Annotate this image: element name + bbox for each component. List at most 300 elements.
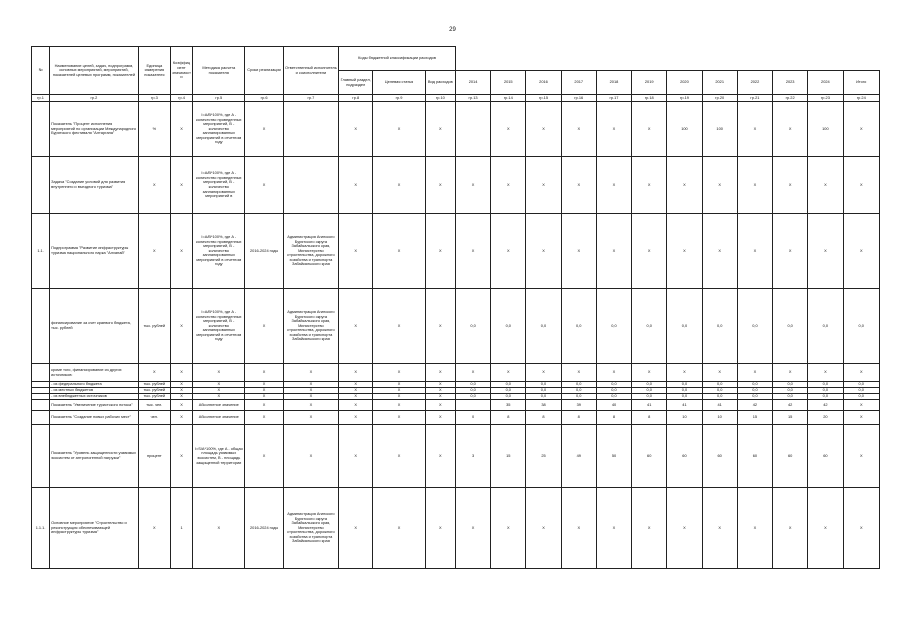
cell-c9: X bbox=[373, 400, 425, 411]
cell-resp: Администрация Агинского Бурятского округа Забайкальского края, Министерство строительства, дорожного хозяйства и транспорта Забайкальского края bbox=[283, 214, 338, 289]
cell-value: 0,0 bbox=[843, 382, 880, 388]
cell-value: X bbox=[596, 157, 631, 214]
cell-value: X bbox=[526, 364, 561, 382]
column-number: гр.10 bbox=[425, 95, 455, 102]
cell-value: 41 bbox=[667, 400, 702, 411]
cell-method: X bbox=[193, 394, 245, 400]
cell-term: X bbox=[245, 388, 283, 394]
table-row bbox=[32, 102, 880, 157]
cell-value: X bbox=[702, 364, 737, 382]
cell-value: 25 bbox=[526, 425, 561, 488]
header-blank bbox=[455, 47, 879, 71]
cell-resp: Администрация Агинского Бурятского округа Забайкальского края, Министерство строительства, дорожного хозяйства и транспорта Забайкальского края bbox=[283, 289, 338, 364]
cell-value: 41 bbox=[702, 400, 737, 411]
cell-value: X bbox=[491, 364, 526, 382]
cell-value: 0,0 bbox=[632, 382, 667, 388]
header-no: № bbox=[32, 47, 50, 95]
cell-method: X bbox=[193, 488, 245, 569]
cell-c9: X bbox=[373, 382, 425, 388]
header-name: Наименование целей, задач, подпрограмм, основных мероприятий, мероприятий, показателей целевых программ, показателей bbox=[50, 47, 139, 95]
cell-unit: тыс. рублей bbox=[138, 388, 170, 394]
cell-term: X bbox=[245, 382, 283, 388]
cell-resp: Администрация Агинского Бурятского округа Забайкальского края, Министерство строительства, дорожного хозяйства и транспорта Забайкальского края bbox=[283, 488, 338, 569]
cell-value: X bbox=[455, 157, 490, 214]
column-number: гр.13 bbox=[455, 95, 490, 102]
cell-value: 0,0 bbox=[808, 289, 843, 364]
cell-value: 100 bbox=[667, 102, 702, 157]
cell-value: X bbox=[491, 102, 526, 157]
cell-value: X bbox=[596, 488, 631, 569]
cell-value: 0,0 bbox=[455, 394, 490, 400]
cell-coef: X bbox=[170, 102, 192, 157]
cell-c8: X bbox=[339, 364, 373, 382]
cell-value: 0,0 bbox=[561, 289, 596, 364]
cell-no bbox=[32, 400, 50, 411]
cell-value: 0 bbox=[455, 411, 490, 425]
cell-value: X bbox=[526, 488, 561, 569]
cell-value: X bbox=[773, 102, 808, 157]
table-row bbox=[32, 157, 880, 214]
cell-value: 60 bbox=[737, 425, 772, 488]
cell-name: Подпрограмма "Развитие инфраструктуры туризма национального парка "Алханай" bbox=[50, 214, 139, 289]
cell-term: X bbox=[245, 411, 283, 425]
cell-value: 0,0 bbox=[632, 289, 667, 364]
cell-c10: X bbox=[425, 411, 455, 425]
cell-coef: X bbox=[170, 425, 192, 488]
cell-value: 0,0 bbox=[737, 289, 772, 364]
header-expense: Вид расходов bbox=[425, 71, 455, 95]
cell-value: 100 bbox=[808, 102, 843, 157]
cell-c9: X bbox=[373, 214, 425, 289]
cell-value: X bbox=[632, 488, 667, 569]
cell-value bbox=[455, 102, 490, 157]
cell-resp: X bbox=[283, 382, 338, 388]
cell-term: 2016-2024 годы bbox=[245, 488, 283, 569]
table-row bbox=[32, 411, 880, 425]
cell-c9: X bbox=[373, 394, 425, 400]
cell-value: 0,0 bbox=[632, 388, 667, 394]
cell-name: Показатель "Уровень защищенности уязвимых экосистем от антропогенной нагрузки" bbox=[50, 425, 139, 488]
column-number-row bbox=[32, 95, 880, 102]
cell-term: X bbox=[245, 400, 283, 411]
header-year: 2019 bbox=[632, 71, 667, 95]
cell-value: X bbox=[491, 488, 526, 569]
cell-value: X bbox=[632, 102, 667, 157]
cell-resp: X bbox=[283, 394, 338, 400]
cell-value: 3 bbox=[455, 425, 490, 488]
cell-value: 0,0 bbox=[455, 388, 490, 394]
cell-value: 0,0 bbox=[843, 289, 880, 364]
cell-unit: % bbox=[138, 102, 170, 157]
cell-method: I=A/B*100%, где A - количество проведенных мероприятий, B - количество запланированных мероприятий в отчетном году bbox=[193, 289, 245, 364]
cell-value: X bbox=[561, 364, 596, 382]
cell-value: 0,0 bbox=[737, 394, 772, 400]
column-number: гр.8 bbox=[339, 95, 373, 102]
cell-method: X bbox=[193, 388, 245, 394]
cell-c8: X bbox=[339, 488, 373, 569]
cell-value: X bbox=[843, 488, 880, 569]
cell-value: 0,0 bbox=[808, 382, 843, 388]
cell-unit: X bbox=[138, 364, 170, 382]
cell-value: 15 bbox=[737, 411, 772, 425]
column-number: гр.5 bbox=[193, 95, 245, 102]
cell-name: Показатель "Процент исполнения мероприятий по организации Международного Бурятского фестиваля "Алтаргана" bbox=[50, 102, 139, 157]
cell-c9: X bbox=[373, 364, 425, 382]
cell-value: 60 bbox=[702, 425, 737, 488]
cell-value: 15 bbox=[491, 425, 526, 488]
cell-no bbox=[32, 364, 50, 382]
cell-value: 50 bbox=[596, 425, 631, 488]
cell-c9: X bbox=[373, 157, 425, 214]
cell-value bbox=[455, 400, 490, 411]
cell-c8: X bbox=[339, 214, 373, 289]
cell-value: 20 bbox=[808, 411, 843, 425]
column-number: гр.15 bbox=[526, 95, 561, 102]
cell-unit: тыс. чел. bbox=[138, 400, 170, 411]
header-year: 2015 bbox=[491, 71, 526, 95]
column-number: гр.19 bbox=[667, 95, 702, 102]
header-year: 2024 bbox=[808, 71, 843, 95]
cell-value: 40 bbox=[596, 400, 631, 411]
cell-value: 0,0 bbox=[526, 394, 561, 400]
cell-method: Абсолютное значение bbox=[193, 411, 245, 425]
cell-c10: X bbox=[425, 394, 455, 400]
cell-value: X bbox=[491, 157, 526, 214]
cell-value: 0,0 bbox=[455, 382, 490, 388]
cell-value: 0,0 bbox=[773, 382, 808, 388]
cell-value: X bbox=[843, 214, 880, 289]
cell-term: X bbox=[245, 364, 283, 382]
cell-coef: X bbox=[170, 364, 192, 382]
cell-unit: X bbox=[138, 157, 170, 214]
cell-value: X bbox=[526, 102, 561, 157]
cell-value: 8 bbox=[526, 411, 561, 425]
column-number: гр.7 bbox=[283, 95, 338, 102]
cell-term: X bbox=[245, 102, 283, 157]
cell-no: 1.1.1. bbox=[32, 488, 50, 569]
cell-value: 0,0 bbox=[455, 289, 490, 364]
column-number: гр.1 bbox=[32, 95, 50, 102]
column-number: гр.21 bbox=[737, 95, 772, 102]
column-number: гр.22 bbox=[773, 95, 808, 102]
cell-value: X bbox=[773, 488, 808, 569]
cell-unit: процент bbox=[138, 425, 170, 488]
column-number: гр.17 bbox=[596, 95, 631, 102]
cell-c8: X bbox=[339, 411, 373, 425]
cell-value: 39 bbox=[561, 400, 596, 411]
cell-coef: 1 bbox=[170, 488, 192, 569]
cell-value: X bbox=[843, 425, 880, 488]
cell-coef: X bbox=[170, 388, 192, 394]
cell-value: 0,0 bbox=[843, 388, 880, 394]
cell-value: X bbox=[526, 157, 561, 214]
cell-c10: X bbox=[425, 157, 455, 214]
cell-coef: X bbox=[170, 382, 192, 388]
cell-method: I=A/B*100%, где A - количество проведенных мероприятий, B - количество запланированных мероприятий в bbox=[193, 157, 245, 214]
cell-c8: X bbox=[339, 102, 373, 157]
cell-value: 0,0 bbox=[808, 388, 843, 394]
header-year: 2017 bbox=[561, 71, 596, 95]
cell-value: X bbox=[455, 488, 490, 569]
cell-term: 2016-2024 годы bbox=[245, 214, 283, 289]
cell-value: 8 bbox=[491, 411, 526, 425]
page-number: 29 bbox=[449, 27, 456, 33]
column-number: гр.2 bbox=[50, 95, 139, 102]
cell-value: X bbox=[737, 364, 772, 382]
cell-unit: X bbox=[138, 488, 170, 569]
cell-resp: X bbox=[283, 411, 338, 425]
cell-c9: X bbox=[373, 388, 425, 394]
cell-no bbox=[32, 102, 50, 157]
cell-value: 0,0 bbox=[526, 388, 561, 394]
cell-value: 0,0 bbox=[632, 394, 667, 400]
cell-no: 1.1. bbox=[32, 214, 50, 289]
cell-value: 0,0 bbox=[596, 394, 631, 400]
program-table bbox=[31, 46, 880, 569]
column-number: гр.14 bbox=[491, 95, 526, 102]
header-year: 2014 bbox=[455, 71, 490, 95]
cell-unit: тыс. рублей bbox=[138, 394, 170, 400]
cell-name: - из внебюджетных источников bbox=[50, 394, 139, 400]
cell-value: X bbox=[632, 214, 667, 289]
cell-c10: X bbox=[425, 425, 455, 488]
cell-c9: X bbox=[373, 425, 425, 488]
cell-value: X bbox=[667, 488, 702, 569]
cell-c10: X bbox=[425, 364, 455, 382]
table-row bbox=[32, 364, 880, 382]
cell-value: X bbox=[843, 157, 880, 214]
cell-c10: X bbox=[425, 382, 455, 388]
header-responsible: Ответственный исполнитель и соисполнители bbox=[283, 47, 338, 95]
cell-unit: X bbox=[138, 214, 170, 289]
cell-value: X bbox=[773, 214, 808, 289]
cell-value: 41 bbox=[632, 400, 667, 411]
header-year: 2021 bbox=[702, 71, 737, 95]
cell-c8: X bbox=[339, 425, 373, 488]
cell-value: X bbox=[843, 102, 880, 157]
cell-name: Показатель "Увеличение туристского потока" bbox=[50, 400, 139, 411]
cell-value: X bbox=[808, 157, 843, 214]
header-year: 2020 bbox=[667, 71, 702, 95]
cell-c8: X bbox=[339, 289, 373, 364]
cell-value: 8 bbox=[596, 411, 631, 425]
cell-c10: X bbox=[425, 388, 455, 394]
cell-value: X bbox=[737, 488, 772, 569]
cell-c8: X bbox=[339, 394, 373, 400]
cell-value: X bbox=[667, 157, 702, 214]
cell-term: X bbox=[245, 394, 283, 400]
cell-c9: X bbox=[373, 289, 425, 364]
cell-value: 0,0 bbox=[526, 382, 561, 388]
column-number: гр.24 bbox=[843, 95, 880, 102]
cell-value: X bbox=[773, 364, 808, 382]
cell-value: 60 bbox=[773, 425, 808, 488]
cell-unit: тыс. рублей bbox=[138, 289, 170, 364]
cell-resp bbox=[283, 102, 338, 157]
header-term: Сроки реализации bbox=[245, 47, 283, 95]
cell-c10: X bbox=[425, 214, 455, 289]
cell-value: X bbox=[561, 157, 596, 214]
column-number: гр.4 bbox=[170, 95, 192, 102]
cell-c10: X bbox=[425, 400, 455, 411]
cell-unit: тыс. рублей bbox=[138, 382, 170, 388]
cell-value: X bbox=[773, 157, 808, 214]
header-target: Целевая статья bbox=[373, 71, 425, 95]
cell-value: 0,0 bbox=[561, 388, 596, 394]
cell-value: 35 bbox=[491, 400, 526, 411]
cell-coef: X bbox=[170, 214, 192, 289]
cell-value: X bbox=[737, 214, 772, 289]
cell-c10: X bbox=[425, 488, 455, 569]
header-method: Методика расчета показателя bbox=[193, 47, 245, 95]
cell-value: 0,0 bbox=[737, 382, 772, 388]
table-row bbox=[32, 425, 880, 488]
cell-value: X bbox=[702, 157, 737, 214]
header-section: Главный раздел, подраздел bbox=[339, 71, 373, 95]
cell-value: 0,0 bbox=[667, 289, 702, 364]
cell-coef: X bbox=[170, 394, 192, 400]
cell-value: X bbox=[843, 364, 880, 382]
cell-name: - из федерального бюджета bbox=[50, 382, 139, 388]
cell-c8: X bbox=[339, 382, 373, 388]
cell-resp: X bbox=[283, 364, 338, 382]
cell-value: 42 bbox=[808, 400, 843, 411]
cell-value: 0,0 bbox=[561, 394, 596, 400]
cell-no bbox=[32, 289, 50, 364]
table-row bbox=[32, 488, 880, 569]
column-number: гр.3 bbox=[138, 95, 170, 102]
cell-value: 0,0 bbox=[491, 289, 526, 364]
column-number: гр.18 bbox=[632, 95, 667, 102]
cell-c8: X bbox=[339, 157, 373, 214]
cell-value: 0,0 bbox=[596, 382, 631, 388]
cell-value: X bbox=[737, 102, 772, 157]
cell-c10: X bbox=[425, 289, 455, 364]
cell-value: 0,0 bbox=[596, 388, 631, 394]
cell-unit: чел. bbox=[138, 411, 170, 425]
header-row bbox=[32, 47, 880, 71]
cell-value: 0,0 bbox=[561, 382, 596, 388]
cell-value: 0,0 bbox=[491, 382, 526, 388]
cell-value: X bbox=[737, 157, 772, 214]
cell-value: X bbox=[596, 364, 631, 382]
header-year: 2023 bbox=[773, 71, 808, 95]
cell-name: - из местных бюджетов bbox=[50, 388, 139, 394]
cell-value: X bbox=[667, 364, 702, 382]
cell-value: X bbox=[455, 364, 490, 382]
column-number: гр.23 bbox=[808, 95, 843, 102]
cell-value: X bbox=[455, 214, 490, 289]
cell-method: I=A/B*100%, где A - количество проведенных мероприятий, B - количество запланированных мероприятий в отчетном году bbox=[193, 102, 245, 157]
cell-c8: X bbox=[339, 388, 373, 394]
cell-name: финансирование за счет краевого бюджета, тыс. рублей bbox=[50, 289, 139, 364]
cell-coef: X bbox=[170, 157, 192, 214]
cell-name: Показатель "Создание новых рабочих мест" bbox=[50, 411, 139, 425]
cell-value: 0,0 bbox=[526, 289, 561, 364]
cell-value: 60 bbox=[808, 425, 843, 488]
cell-name: кроме того, финансирование из других источников: bbox=[50, 364, 139, 382]
header-year: 2016 bbox=[526, 71, 561, 95]
cell-value: 0,0 bbox=[702, 394, 737, 400]
cell-value: 60 bbox=[667, 425, 702, 488]
cell-value: 0,0 bbox=[491, 388, 526, 394]
cell-value: 0,0 bbox=[667, 388, 702, 394]
column-number: гр.20 bbox=[702, 95, 737, 102]
cell-value: 42 bbox=[737, 400, 772, 411]
cell-method: X bbox=[193, 382, 245, 388]
cell-value: 100 bbox=[702, 102, 737, 157]
cell-c9: X bbox=[373, 411, 425, 425]
cell-value: X bbox=[561, 102, 596, 157]
cell-name: Основное мероприятие "Строительство и реконструкция обеспечивающей инфраструктуры туризма" bbox=[50, 488, 139, 569]
cell-value: X bbox=[491, 214, 526, 289]
cell-method: Абсолютное значение bbox=[193, 400, 245, 411]
cell-value: X bbox=[667, 214, 702, 289]
cell-value: X bbox=[632, 157, 667, 214]
cell-method: I=A/B*100%, где A - количество проведенных мероприятий, B - количество запланированных мероприятий в отчетном году bbox=[193, 214, 245, 289]
cell-term: X bbox=[245, 157, 283, 214]
header-unit: Единица измерения показателя bbox=[138, 47, 170, 95]
cell-value: 0,0 bbox=[667, 382, 702, 388]
cell-value: 0,0 bbox=[737, 388, 772, 394]
cell-value: 15 bbox=[773, 411, 808, 425]
header-coef: Коэффициент значимости bbox=[170, 47, 192, 95]
cell-value: X bbox=[596, 214, 631, 289]
cell-value: 0,0 bbox=[773, 289, 808, 364]
cell-value: X bbox=[702, 214, 737, 289]
column-number: гр.9 bbox=[373, 95, 425, 102]
cell-resp: X bbox=[283, 400, 338, 411]
cell-value: X bbox=[561, 488, 596, 569]
cell-resp: X bbox=[283, 425, 338, 488]
cell-coef: X bbox=[170, 400, 192, 411]
cell-coef: X bbox=[170, 411, 192, 425]
cell-c9: X bbox=[373, 102, 425, 157]
cell-resp: X bbox=[283, 388, 338, 394]
cell-value: 8 bbox=[561, 411, 596, 425]
cell-coef: X bbox=[170, 289, 192, 364]
cell-value: 49 bbox=[561, 425, 596, 488]
cell-value: 0,0 bbox=[773, 388, 808, 394]
cell-value: 0,0 bbox=[596, 289, 631, 364]
cell-value: 0,0 bbox=[773, 394, 808, 400]
cell-value: 0,0 bbox=[843, 394, 880, 400]
cell-method: I=S/A*100%, где A - общая площадь уязвимых экосистем, B - площадь защищенной территории bbox=[193, 425, 245, 488]
table-row bbox=[32, 400, 880, 411]
cell-value: X bbox=[808, 364, 843, 382]
header-year: 2022 bbox=[737, 71, 772, 95]
cell-value: X bbox=[632, 364, 667, 382]
cell-c8: X bbox=[339, 400, 373, 411]
column-number: гр.16 bbox=[561, 95, 596, 102]
header-budget: Коды бюджетной классификации расходов bbox=[339, 47, 456, 71]
cell-method: X bbox=[193, 364, 245, 382]
cell-value: 0,0 bbox=[702, 388, 737, 394]
cell-no bbox=[32, 157, 50, 214]
cell-value: 0,0 bbox=[667, 394, 702, 400]
cell-value: 8 bbox=[632, 411, 667, 425]
table-row bbox=[32, 289, 880, 364]
cell-name: Задача "Создание условий для развития внутреннего и въездного туризма" bbox=[50, 157, 139, 214]
cell-term: X bbox=[245, 425, 283, 488]
cell-value: X bbox=[596, 102, 631, 157]
cell-value: X bbox=[808, 488, 843, 569]
cell-c10: X bbox=[425, 102, 455, 157]
header-total: Итого bbox=[843, 71, 880, 95]
cell-value: X bbox=[843, 400, 880, 411]
cell-value: 0,0 bbox=[808, 394, 843, 400]
cell-value: X bbox=[702, 488, 737, 569]
